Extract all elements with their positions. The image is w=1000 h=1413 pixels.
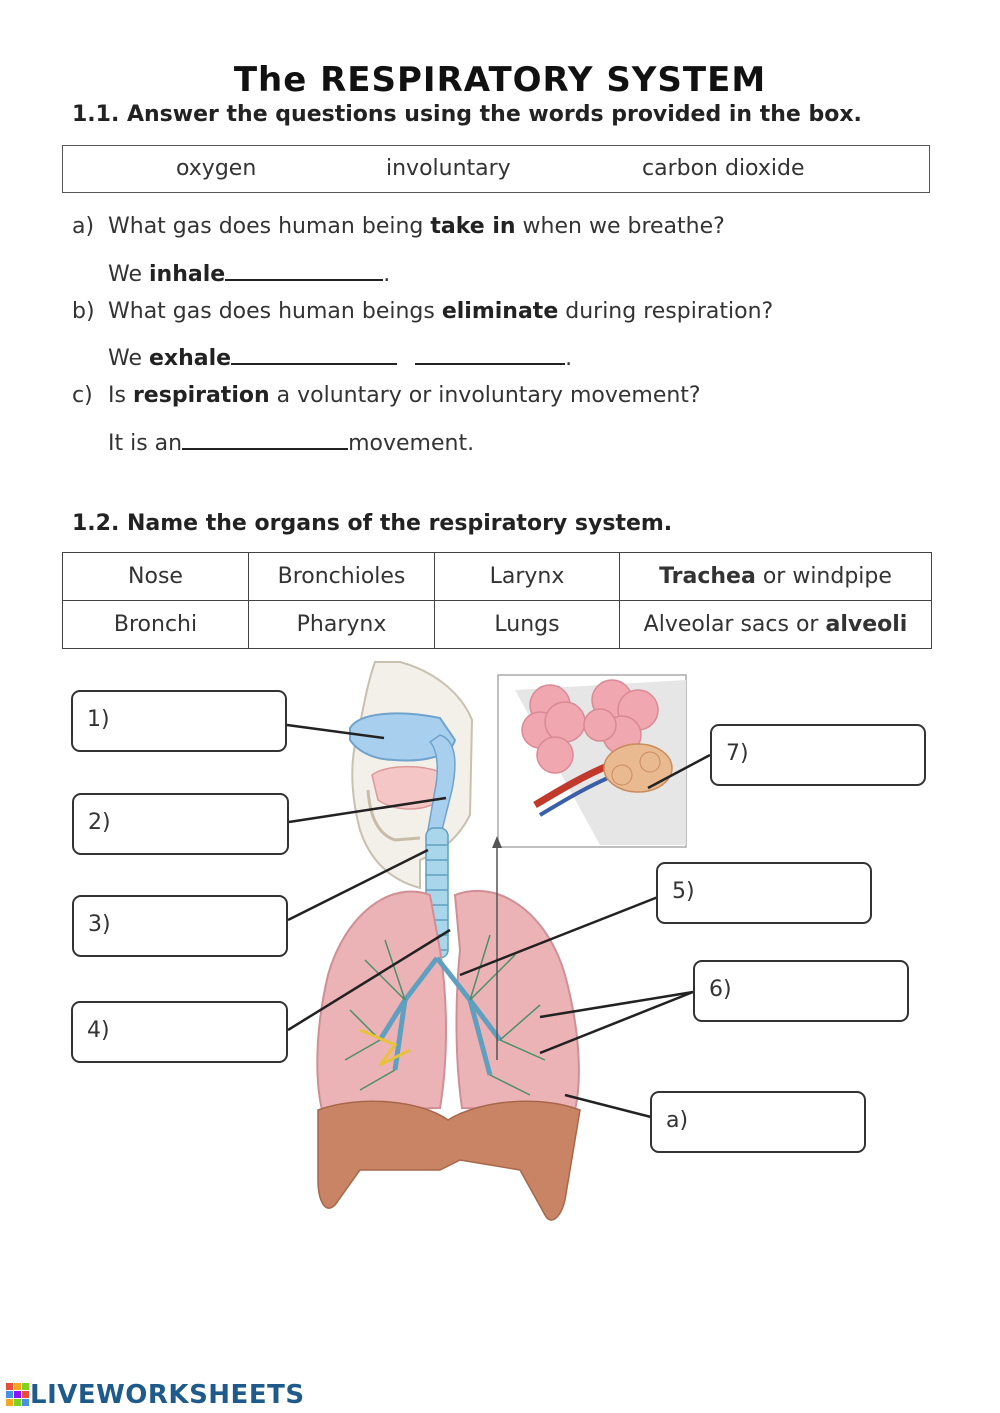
- organs-table: [62, 552, 932, 649]
- label-number: a): [666, 1108, 689, 1133]
- answer-c: [108, 425, 474, 456]
- question-a: [72, 214, 725, 239]
- label-box-7[interactable]: [710, 724, 926, 786]
- question-bold: eliminate: [441, 299, 559, 324]
- question-text-end: when we breathe?: [515, 214, 725, 239]
- answer-blank-2[interactable]: [415, 340, 565, 365]
- answer-prefix: We: [108, 346, 149, 372]
- organ-bold: Trachea: [659, 564, 756, 589]
- question-text-end: during respiration?: [558, 299, 774, 324]
- question-text: What gas does human being: [108, 214, 431, 239]
- organ-cell: Nose: [63, 553, 249, 601]
- answer-blank[interactable]: [182, 425, 348, 450]
- label-number: 3): [88, 912, 111, 937]
- label-number: 5): [672, 879, 695, 904]
- table-row: [63, 553, 932, 601]
- organ-cell: Pharynx: [249, 601, 435, 649]
- question-bold: respiration: [132, 383, 270, 408]
- label-box-5[interactable]: [656, 862, 872, 924]
- answer-bold: inhale: [149, 262, 226, 288]
- diaphragm: [318, 1101, 580, 1220]
- answer-bold: exhale: [149, 346, 232, 372]
- organ-cell: [620, 553, 932, 601]
- label-box-6[interactable]: [693, 960, 909, 1022]
- table-row: [63, 601, 932, 649]
- logo-text: LIVEWORKSHEETS: [30, 1380, 305, 1410]
- organ-text: or windpipe: [755, 564, 892, 589]
- label-number: 7): [726, 741, 749, 766]
- label-number: 2): [88, 810, 111, 835]
- organ-cell: Lungs: [435, 601, 620, 649]
- question-text: What gas does human beings: [108, 299, 442, 324]
- page-title: The RESPIRATORY SYSTEM: [233, 60, 767, 100]
- question-b: [72, 299, 773, 324]
- answer-blank-1[interactable]: [231, 340, 397, 365]
- question-bold: take in: [430, 214, 516, 239]
- answer-blank[interactable]: [225, 256, 383, 281]
- answer-b: [108, 340, 572, 371]
- question-text-end: a voluntary or involuntary movement?: [269, 383, 701, 408]
- section-1-heading: 1.1. Answer the questions using the words provided in the box.: [72, 102, 862, 127]
- word-carbon-dioxide: carbon dioxide: [642, 156, 805, 181]
- question-text: Is: [108, 383, 133, 408]
- answer-prefix: It is an: [108, 431, 183, 457]
- answer-end: movement.: [348, 431, 475, 457]
- organ-cell: Bronchi: [63, 601, 249, 649]
- liveworksheets-logo: [6, 1380, 305, 1410]
- right-lung: [455, 891, 579, 1110]
- label-box-1[interactable]: [71, 690, 287, 752]
- answer-end: .: [383, 262, 391, 288]
- section-2-heading: 1.2. Name the organs of the respiratory system.: [72, 511, 673, 536]
- question-c: [72, 383, 701, 408]
- label-box-a[interactable]: [650, 1091, 866, 1153]
- logo-icon: [6, 1383, 30, 1407]
- label-number: 1): [87, 707, 110, 732]
- word-box: [62, 145, 930, 193]
- label-box-3[interactable]: [72, 895, 288, 957]
- mouth-tongue: [372, 767, 440, 809]
- label-number: 4): [87, 1018, 110, 1043]
- organ-cell: Bronchioles: [249, 553, 435, 601]
- organ-cell: [620, 601, 932, 649]
- question-letter: a): [72, 214, 95, 239]
- question-letter: b): [72, 299, 95, 324]
- label-box-2[interactable]: [72, 793, 289, 855]
- question-letter: c): [72, 383, 93, 408]
- answer-prefix: We: [108, 262, 149, 288]
- label-number: 6): [709, 977, 732, 1002]
- label-box-4[interactable]: [71, 1001, 288, 1063]
- organ-bold: alveoli: [825, 612, 908, 637]
- word-involuntary: involuntary: [386, 156, 511, 181]
- answer-end: .: [565, 346, 573, 372]
- organ-cell: Larynx: [435, 553, 620, 601]
- organ-text: Alveolar sacs or: [643, 612, 826, 637]
- answer-a: [108, 256, 390, 287]
- word-oxygen: oxygen: [176, 156, 257, 181]
